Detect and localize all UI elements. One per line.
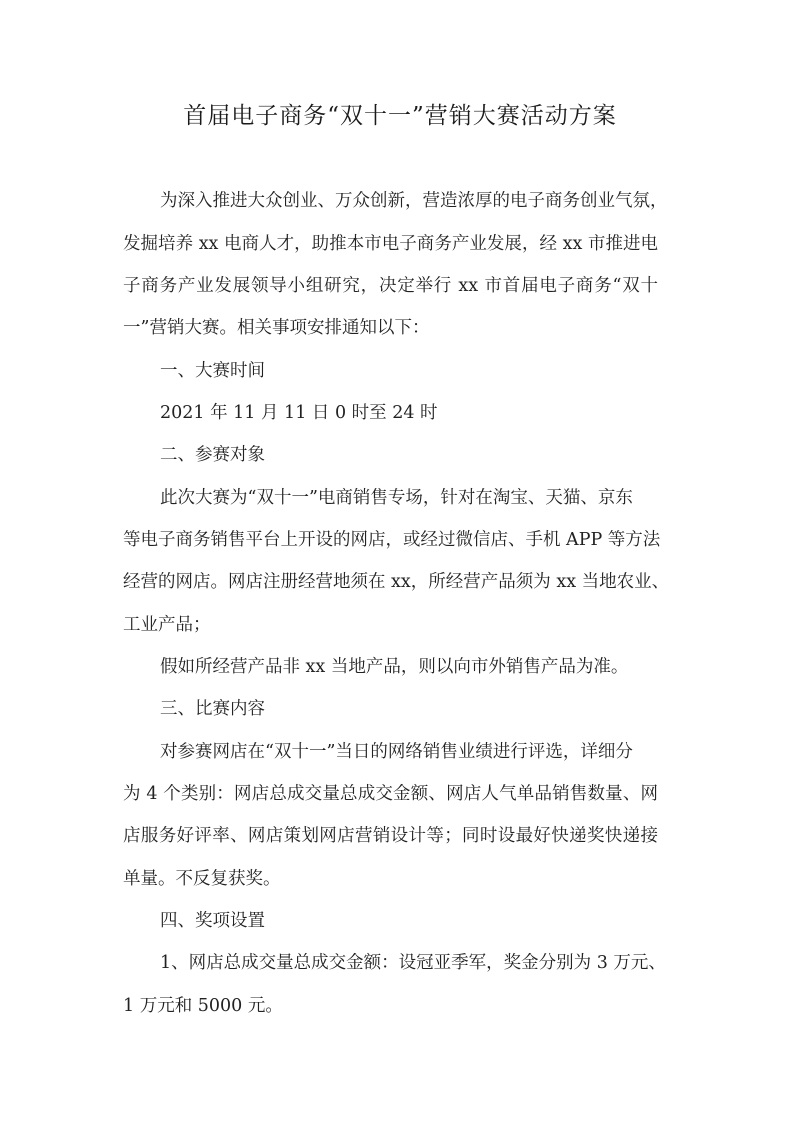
section-heading: 四、奖项设置: [160, 911, 265, 931]
paragraph-line: 单量。不反复获奖。: [123, 869, 281, 889]
paragraph-line: 子商务产业发展领导小组研究，决定举行 xx 市首届电子商务“双十: [123, 276, 658, 296]
paragraph-line: 为 4 个类别：网店总成交量总成交金额、网店人气单品销售数量、网: [123, 784, 658, 804]
paragraph-line: 假如所经营产品非 xx 当地产品，则以向市外销售产品为准。: [160, 657, 629, 677]
paragraph-line: 为深入推进大众创业、万众创新，营造浓厚的电子商务创业气氛，: [160, 191, 668, 211]
paragraph-line: 1 万元和 5000 元。: [123, 996, 283, 1016]
paragraph-line: 1、网店总成交量总成交金额：设冠亚季军，奖金分别为 3 万元、: [160, 953, 666, 973]
paragraph-line: 发掘培养 xx 电商人才，助推本市电子商务产业发展，经 xx 市推进电: [123, 234, 658, 254]
paragraph-line: 店服务好评率、网店策划网店营销设计等；同时设最好快递奖快递接: [123, 826, 658, 846]
paragraph-line: 一”营销大赛。相关事项安排通知以下：: [123, 318, 430, 338]
document-title: 首届电子商务“双十一”营销大赛活动方案: [183, 103, 617, 129]
section-heading: 一、大赛时间: [160, 361, 265, 381]
paragraph-line: 工业产品；: [123, 615, 211, 635]
paragraph-line: 对参赛网店在“双十一”当日的网络销售业绩进行评选，详细分: [160, 742, 633, 762]
section-heading: 二、参赛对象: [160, 445, 265, 465]
paragraph-line: 等电子商务销售平台上开设的网店，或经过微信店、手机 APP 等方法: [123, 530, 661, 550]
paragraph-line: 经营的网店。网店注册经营地须在 xx，所经营产品须为 xx 当地农业、: [123, 572, 670, 592]
section-heading: 三、比赛内容: [160, 699, 265, 719]
paragraph-line: 2021 年 11 月 11 日 0 时至 24 时: [160, 403, 438, 423]
paragraph-line: 此次大赛为“双十一”电商销售专场，针对在淘宝、天猫、京东: [160, 488, 633, 508]
